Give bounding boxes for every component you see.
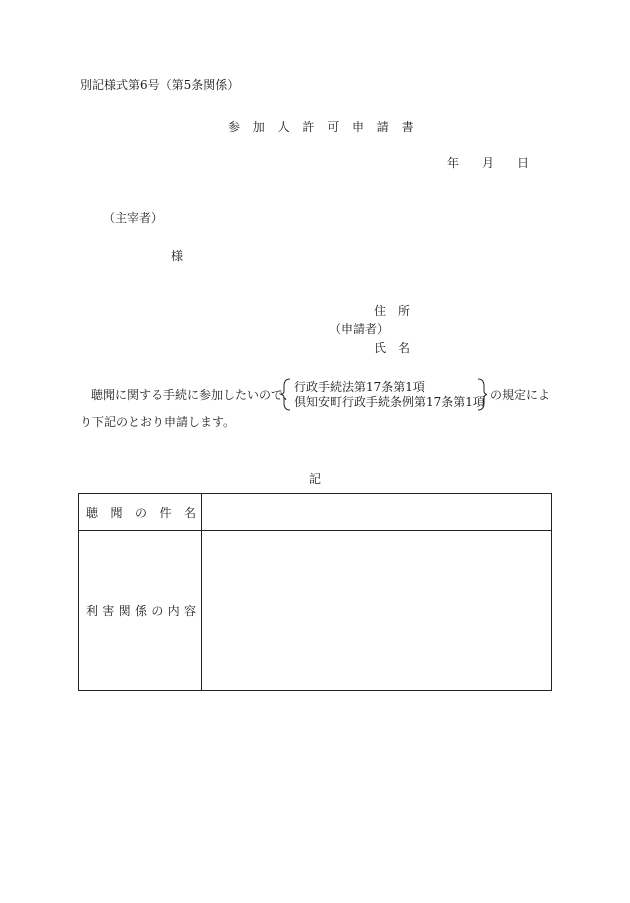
organizer-label: （主宰者） [103, 211, 164, 225]
form-number: 別記様式第6号（第5条関係） [80, 78, 240, 92]
body-text-line-2: り下記のとおり申請します。 [80, 415, 236, 429]
interest-content-label: 利 害 関 係 の 内 容 [86, 604, 196, 618]
ki-heading: 記 [309, 472, 322, 486]
body-text-prefix: 聴聞に関する手続に参加したいので、 [91, 388, 295, 402]
details-table [78, 493, 552, 691]
body-text-suffix: の規定によ [490, 388, 551, 402]
address-label: 住 所 [374, 304, 411, 318]
name-label: 氏 名 [374, 341, 411, 355]
applicant-label: （申請者） [329, 322, 390, 336]
interest-content-field[interactable] [203, 532, 549, 688]
law-option-town-ordinance: 倶知安町行政手続条例第17条第1項 [294, 395, 485, 409]
date-day-label: 日 [517, 156, 530, 170]
hearing-subject-field[interactable] [203, 496, 549, 528]
honorific-sama: 様 [171, 249, 184, 263]
law-option-administrative-procedure-act: 行政手続法第17条第1項 [294, 380, 425, 394]
table-column-divider [201, 494, 202, 690]
table-row-divider [79, 530, 551, 531]
date-year-label: 年 [447, 156, 460, 170]
hearing-subject-label: 聴 聞 の 件 名 [86, 506, 196, 520]
document-title: 参 加 人 許 可 申 請 書 [228, 120, 415, 134]
date-month-label: 月 [482, 156, 495, 170]
